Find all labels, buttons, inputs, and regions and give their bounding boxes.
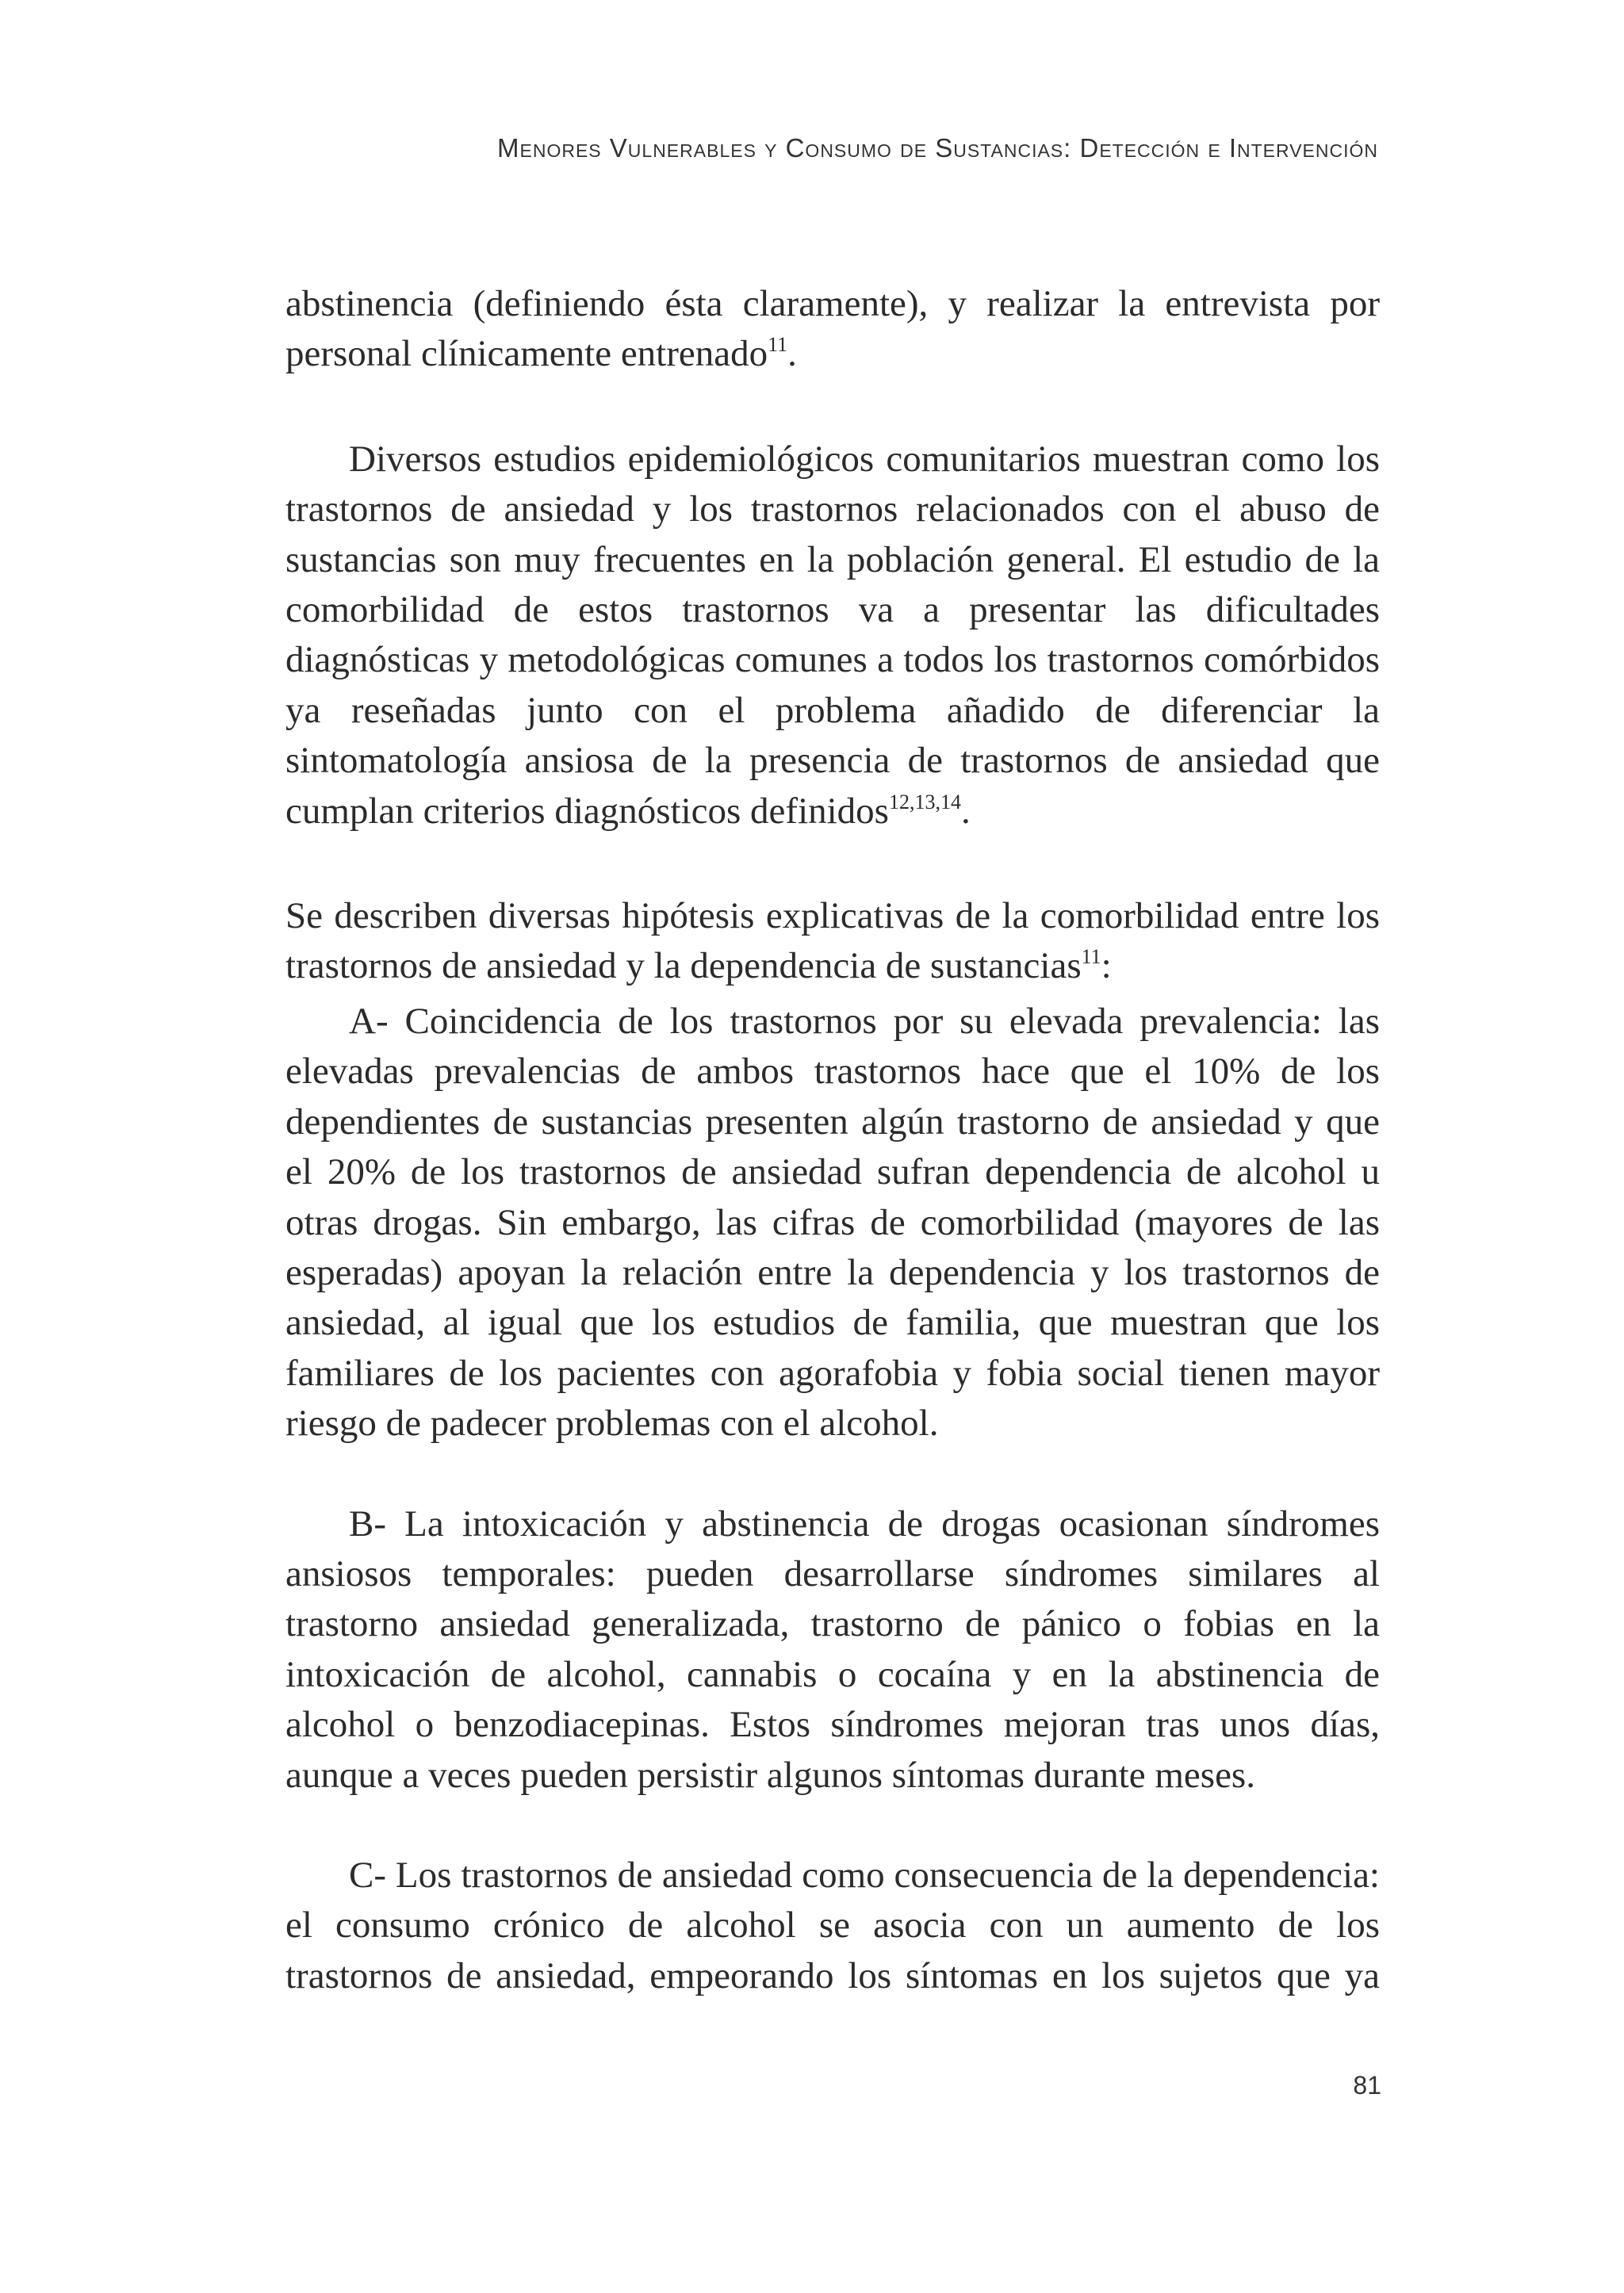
citation-reference: 11 (1081, 945, 1101, 969)
paragraph-epidemiology (285, 434, 1380, 841)
paragraph-end: . (960, 790, 971, 832)
citation-reference: 12,13,14 (888, 790, 961, 813)
paragraph-text: Se describen diversas hipótesis explicativas de la comorbilidad entre los trastornos de ansiedad y la dependencia de sustancias (285, 895, 1380, 987)
paragraph-text: Diversos estudios epidemiológicos comunitarios muestran como los trastornos de ansiedad y los trastornos relacionados con el abuso de sustancias son muy frecuentes en la población general. El estudio de la comorbilidad de estos trastornos va a presentar las dificultades diagnósticas y metodológicas comunes a todos los trastornos comórbidos ya reseñadas junto con el problema añadido de diferenciar la sintomatología ansiosa de la presencia de trastornos de ansiedad que cumplan criterios diagnósticos definidos (285, 438, 1380, 832)
paragraph-end: . (787, 333, 797, 375)
paragraph-hypothesis-a: A- Coincidencia de los trastornos por su elevada prevalencia: las elevadas prevalencias de ambos trastornos hace que el 10% de los dependientes de sustancias presenten algún trastorno de ansiedad y que el 20% de los trastornos de ansiedad sufran dependencia de alcohol u otras drogas. Sin embargo, las cifras de comorbilidad (mayores de las esperadas) apoyan la relación entre la dependencia y los trastornos de ansiedad, al igual que los estudios de familia, que muestran que los familiares de los pacientes con agorafobia y fobia social tienen mayor riesgo de padecer problemas con el alcohol. (285, 1000, 1380, 1445)
citation-reference: 11 (768, 333, 788, 357)
paragraph-end: : (1101, 945, 1112, 987)
paragraph-continuation (285, 279, 1380, 385)
page-number: 81 (1353, 2071, 1381, 2100)
body-text (285, 279, 1380, 2001)
paragraph-hypothesis-b: B- La intoxicación y abstinencia de drogas ocasionan síndromes ansiosos temporales: pueden desarrollarse síndromes similares al trastorno ansiedad generalizada, trastorno de pánico o fobias en la intoxicación de alcohol, cannabis o cocaína y en la abstinencia de alcohol o benzodiacepinas. Estos síndromes mejoran tras unos días, aunque a veces pueden persistir algunos síntomas durante meses. (285, 1503, 1380, 1796)
paragraph-hypotheses-intro (285, 891, 1380, 997)
paragraph-text: abstinencia (definiendo ésta claramente), y realizar la entrevista por personal clínicamente entrenado (285, 283, 1380, 375)
running-header: Menores Vulnerables y Consumo de Sustancias: Detección e Intervención (497, 133, 1378, 163)
paragraph-hypothesis-c: C- Los trastornos de ansiedad como consecuencia de la dependencia: el consumo crónico de alcohol se asocia con un aumento de los trastornos de ansiedad, empeorando los síntomas en los sujetos que ya (285, 1854, 1380, 1996)
